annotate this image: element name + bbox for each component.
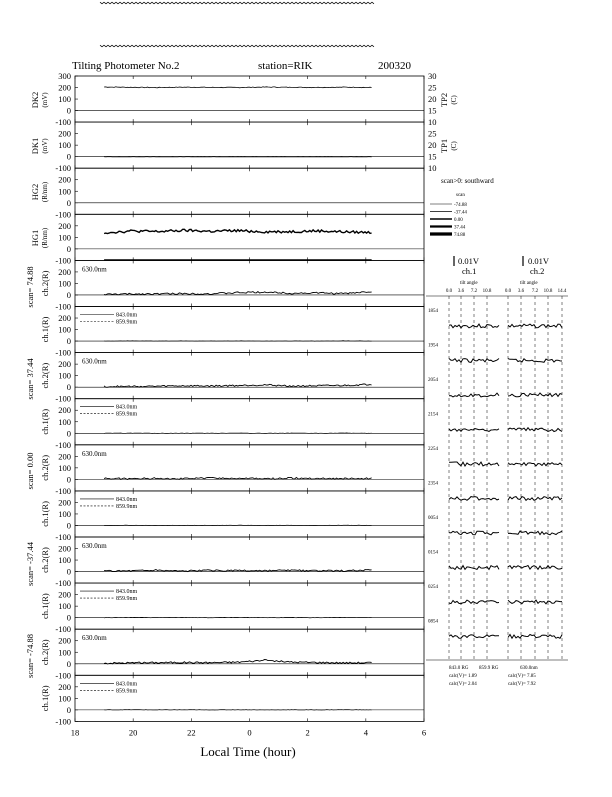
y-tick-label: 200 <box>58 497 71 507</box>
ch2-label: ch.2(R) <box>40 270 50 296</box>
side-time-label: 2254 <box>428 447 439 452</box>
y-tick-label: 100 <box>58 278 71 288</box>
wl-630-label: 630.0nm <box>82 265 107 273</box>
x-tick-label: 18 <box>71 727 80 737</box>
ch1-label: ch.1(R) <box>40 593 50 619</box>
scan-group-label-3: scan= 0.00 <box>25 453 35 490</box>
y-tick-label: 0 <box>67 382 71 392</box>
side-time-label: 0054 <box>428 516 439 521</box>
scan-legend-item: -74.88 <box>454 203 467 208</box>
side-time-label: 0154 <box>428 551 439 556</box>
panel-frame-11 <box>75 537 424 583</box>
side-ch1: ch.1 <box>462 266 476 276</box>
side-tilt-1: tilt angle <box>460 281 478 286</box>
scan-legend-item: 37.44 <box>454 226 466 231</box>
wl-843-label: 843.0nm <box>116 497 138 503</box>
side-calc-right-2: calc(V)= 7.92 <box>508 682 536 687</box>
side-tilt-2: tilt angle <box>520 281 538 286</box>
ch2-label: ch.2(R) <box>40 547 50 573</box>
y-tick-label: 100 <box>58 325 71 335</box>
side-ch2: ch.2 <box>530 266 544 276</box>
side-wl-630: 630.0nm <box>520 666 538 671</box>
wl-859-label: 859.9nm <box>116 596 138 602</box>
y-tick-label: -100 <box>55 255 71 265</box>
station-label: station=RIK <box>258 60 313 72</box>
y-tick-label: -100 <box>55 209 71 219</box>
panel-frame-13 <box>75 629 424 675</box>
y-tick-label: 300 <box>58 71 71 81</box>
y-tick-label: 0 <box>67 152 71 162</box>
side-tilt-tick: 10.8 <box>483 289 492 294</box>
y-tick-label: 200 <box>58 175 71 185</box>
scan-group-label-4: scan= -37.44 <box>25 541 35 586</box>
scan-legend <box>430 203 467 238</box>
y-tick-label: 200 <box>58 682 71 692</box>
panel-frame-9 <box>75 445 424 491</box>
y-tick-label: 100 <box>58 371 71 381</box>
y-tick-label: 0 <box>67 520 71 530</box>
y-tick-label: 0 <box>67 290 71 300</box>
ch1-label: ch.1(R) <box>40 685 50 711</box>
y-tick-label: 0 <box>67 659 71 669</box>
side-tick-label: 20 <box>428 140 437 150</box>
side-profile-ch2 <box>508 359 562 363</box>
panels <box>40 71 437 737</box>
y-tick-label: -100 <box>55 302 71 312</box>
series-line-hg1 <box>104 229 372 233</box>
y-tick-label: 100 <box>58 140 71 150</box>
series-line-ch2-5 <box>104 660 372 664</box>
y-tick-label: 200 <box>58 451 71 461</box>
y-tick-label: 200 <box>58 405 71 415</box>
y-tick-label: -100 <box>55 670 71 680</box>
dk1-label: DK1 <box>30 138 40 155</box>
scan-group-label-5: scan= -74.88 <box>25 634 35 678</box>
y-tick-label: 100 <box>58 186 71 196</box>
y-tick-label: 100 <box>58 693 71 703</box>
side-tick-label: 15 <box>428 152 437 162</box>
series-line-dk2 <box>104 87 372 88</box>
tp2-unit: (C) <box>450 95 458 105</box>
scan-group-label-1: scan= 74.88 <box>25 266 35 307</box>
side-wl-843: 843.0 RG <box>449 666 469 671</box>
side-time-label: 1854 <box>428 309 439 314</box>
y-tick-label: -100 <box>55 716 71 726</box>
y-tick-label: 100 <box>58 555 71 565</box>
y-tick-label: 100 <box>58 509 71 519</box>
side-time-label: 0254 <box>428 585 439 590</box>
ch2-label: ch.2(R) <box>40 639 50 665</box>
panel-frame-3 <box>75 168 424 214</box>
y-tick-label: -100 <box>55 486 71 496</box>
y-tick-label: 0 <box>67 567 71 577</box>
ch1-label: ch.1(R) <box>40 501 50 527</box>
ch2-label: ch.2(R) <box>40 363 50 389</box>
y-tick-label: 0 <box>67 198 71 208</box>
hg2-unit: (R/nm) <box>41 181 49 202</box>
y-tick-label: 200 <box>58 83 71 93</box>
side-tilt-tick: 7.2 <box>471 289 478 294</box>
side-panel <box>426 256 568 687</box>
side-calc-right-1: calc(V)= 7.85 <box>508 674 536 679</box>
y-tick-label: 200 <box>58 636 71 646</box>
side-time-label: 2154 <box>428 413 439 418</box>
y-tick-label: 0 <box>67 613 71 623</box>
y-tick-label: 200 <box>58 359 71 369</box>
side-tick-label: 25 <box>428 129 437 139</box>
side-profile-ch1 <box>449 635 499 638</box>
y-tick-label: -100 <box>55 624 71 634</box>
y-tick-label: 100 <box>58 417 71 427</box>
decoration-wave-1 <box>100 2 374 4</box>
y-tick-label: 0 <box>67 106 71 116</box>
wl-859-label: 859.9nm <box>116 688 138 694</box>
wl-859-label: 859.9nm <box>116 504 138 510</box>
y-tick-label: 100 <box>58 232 71 242</box>
y-tick-label: -100 <box>55 163 71 173</box>
side-time-label: 2054 <box>428 378 439 383</box>
wl-843-label: 843.0nm <box>116 405 138 411</box>
y-tick-label: 200 <box>58 590 71 600</box>
y-tick-label: 0 <box>67 705 71 715</box>
y-tick-label: -100 <box>55 348 71 358</box>
side-tilt-tick: 0.0 <box>505 289 512 294</box>
y-tick-label: 0 <box>67 244 71 254</box>
scan-legend-header: scan <box>456 193 465 198</box>
side-profile-ch2 <box>508 635 562 639</box>
wl-843-label: 843.0nm <box>116 589 138 595</box>
side-time-label: 2354 <box>428 482 439 487</box>
date-label: 200320 <box>378 60 412 72</box>
side-profile-ch1 <box>449 497 499 501</box>
ch1-label: ch.1(R) <box>40 317 50 343</box>
ch1-label: ch.1(R) <box>40 409 50 435</box>
y-tick-label: 0 <box>67 474 71 484</box>
wl-630-label: 630.0nm <box>82 450 107 458</box>
x-tick-label: 2 <box>306 727 310 737</box>
side-wl-859: 859.9 RG <box>479 666 499 671</box>
side-tilt-tick: 10.8 <box>544 289 553 294</box>
ch2-label: ch.2(R) <box>40 455 50 481</box>
side-tick-label: 15 <box>428 106 437 116</box>
header-decoration <box>100 2 374 47</box>
side-scale-1: 0.01V <box>458 256 480 266</box>
y-tick-label: 100 <box>58 463 71 473</box>
chart-title: Tilting Photometer No.2 <box>72 60 179 72</box>
side-time-label: 1954 <box>428 344 439 349</box>
scan-legend-title: scan>0: southward <box>441 177 494 185</box>
x-tick-label: 6 <box>422 727 426 737</box>
y-tick-label: -100 <box>55 117 71 127</box>
side-profile-ch2 <box>508 497 562 501</box>
tp1-unit: (C) <box>450 141 458 151</box>
scan-group-label-2: scan= 37.44 <box>25 358 35 400</box>
dk1-unit: (mV) <box>41 138 49 154</box>
dk2-unit: (mV) <box>41 92 49 108</box>
side-tilt-tick: 14.4 <box>558 289 567 294</box>
series-line-ch1-1 <box>104 341 372 342</box>
panel-frame-1 <box>75 76 424 122</box>
wl-630-label: 630.0nm <box>82 358 107 366</box>
y-tick-label: 200 <box>58 544 71 554</box>
scan-legend-item: 74.88 <box>454 233 466 238</box>
dk2-label: DK2 <box>30 92 40 109</box>
side-tick-label: 10 <box>428 117 437 127</box>
x-tick-label: 0 <box>247 727 251 737</box>
scan-legend-item: 0.00 <box>454 218 463 223</box>
x-axis-label: Local Time (hour) <box>200 744 295 759</box>
tp2-label: TP2 <box>439 93 449 107</box>
y-tick-label: 100 <box>58 94 71 104</box>
side-tick-label: 10 <box>428 163 437 173</box>
x-tick-label: 20 <box>129 727 138 737</box>
y-tick-label: 0 <box>67 336 71 346</box>
tp1-label: TP1 <box>439 139 449 153</box>
side-calc-left-1: calc(V)= 1.89 <box>449 674 477 679</box>
decoration-wave-2 <box>100 45 374 47</box>
y-tick-label: -100 <box>55 532 71 542</box>
wl-630-label: 630.0nm <box>82 542 107 550</box>
side-profile-ch2 <box>508 463 562 466</box>
y-tick-label: 200 <box>58 267 71 277</box>
y-tick-label: -100 <box>55 394 71 404</box>
x-tick-label: 22 <box>187 727 196 737</box>
side-profile-ch1 <box>449 359 499 363</box>
side-tilt-tick: 0.0 <box>446 289 453 294</box>
wl-859-label: 859.9nm <box>116 412 138 418</box>
side-calc-left-2: calc(V)= 2.04 <box>449 682 477 687</box>
side-scale-2: 0.01V <box>528 256 550 266</box>
series-line-ch2-1 <box>104 292 372 295</box>
side-tilt-tick: 3.6 <box>458 289 465 294</box>
side-tick-label: 20 <box>428 94 437 104</box>
y-tick-label: 0 <box>67 428 71 438</box>
y-tick-label: 100 <box>58 647 71 657</box>
wl-843-label: 843.0nm <box>116 681 138 687</box>
side-tick-label: 25 <box>428 83 437 93</box>
y-tick-label: 200 <box>58 129 71 139</box>
y-tick-label: 200 <box>58 313 71 323</box>
hg2-label: HG2 <box>30 184 40 201</box>
y-tick-label: -100 <box>55 578 71 588</box>
y-tick-label: 100 <box>58 601 71 611</box>
side-tilt-tick: 7.2 <box>532 289 539 294</box>
side-time-label: 0854 <box>428 620 439 625</box>
panel-frame-7 <box>75 353 424 399</box>
y-tick-label: 200 <box>58 221 71 231</box>
side-tilt-tick: 3.6 <box>518 289 525 294</box>
panel-frame-5 <box>75 260 424 306</box>
y-tick-label: -100 <box>55 440 71 450</box>
series-line-ch2-2 <box>104 384 372 387</box>
hg1-unit: (R/nm) <box>41 227 49 248</box>
scan-legend-item: -37.44 <box>454 211 467 216</box>
hg1-label: HG1 <box>30 230 40 247</box>
side-tick-label: 30 <box>428 71 437 81</box>
wl-843-label: 843.0nm <box>116 313 138 319</box>
wl-630-label: 630.0nm <box>82 634 107 642</box>
panel-frame-4 <box>75 214 424 260</box>
panel-frame-2 <box>75 122 424 168</box>
x-tick-label: 4 <box>364 727 369 737</box>
wl-859-label: 859.9nm <box>116 320 138 326</box>
